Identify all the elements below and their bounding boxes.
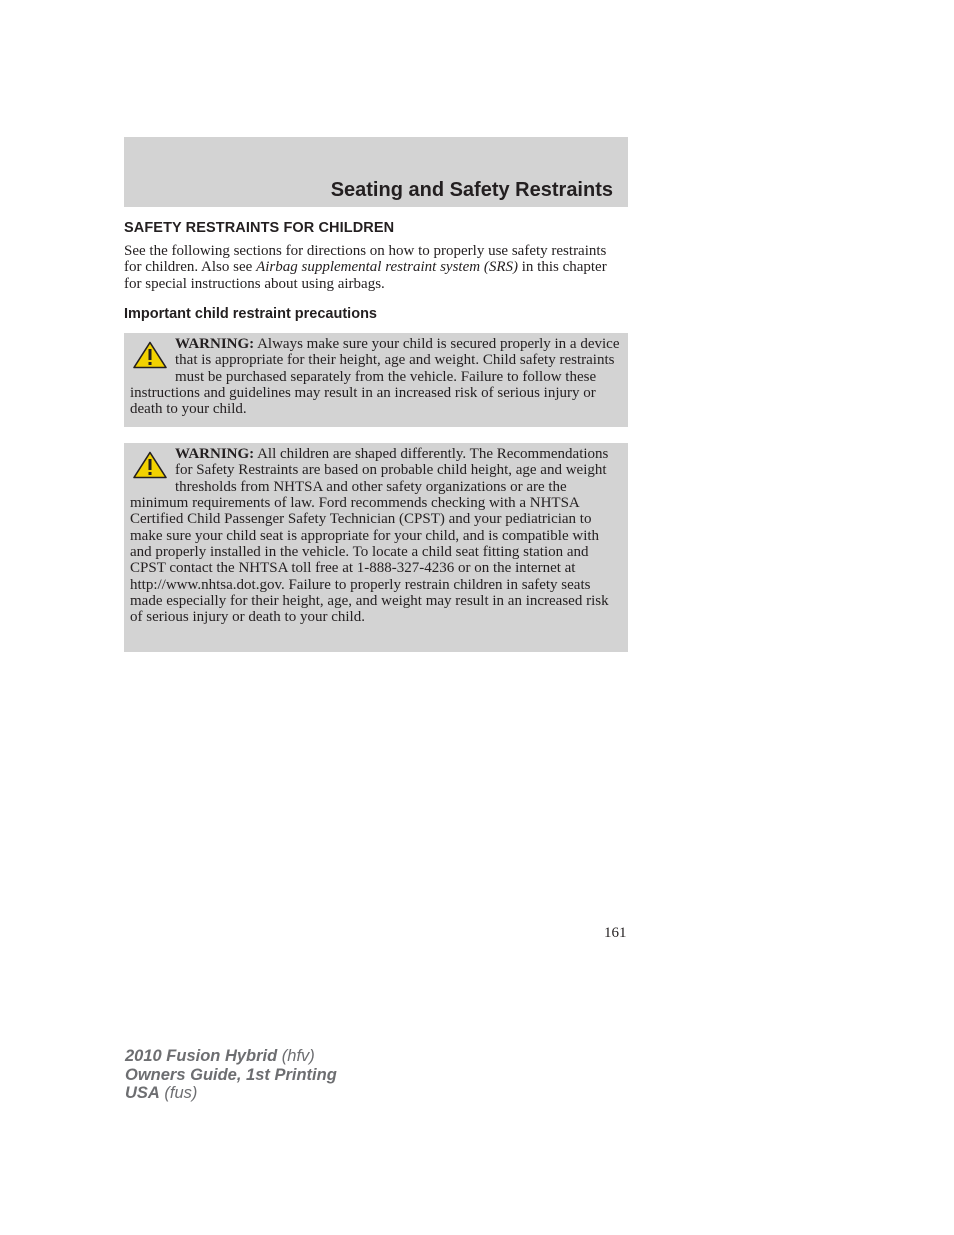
warning-triangle-icon xyxy=(132,451,168,479)
warning-triangle-icon xyxy=(132,341,168,369)
warning-text-2 xyxy=(130,446,621,626)
warning-body-1: Always make sure your child is secured properly in a device that is appropriate for their height, age and weight. Child safety restraints must be purchased separately from the vehicle. Failure to follow these instructions and guidelines may result in an increased risk of serious injury or death to your child. xyxy=(130,336,620,418)
intro-paragraph xyxy=(124,243,624,292)
footer-guide: Owners Guide, 1st Printing xyxy=(125,1065,337,1084)
intro-text-start: See the following sections for directions on how to properly use safety restraints for children. Also see xyxy=(124,243,607,276)
footer-line-model xyxy=(125,1047,337,1066)
warning-box-2 xyxy=(124,443,628,652)
page-number: 161 xyxy=(604,925,627,941)
footer-model-code: (hfv) xyxy=(277,1047,315,1065)
footer-market-code: (fus) xyxy=(159,1084,198,1102)
warning-box-1 xyxy=(124,333,628,427)
document-footer xyxy=(125,1047,337,1103)
footer-market: USA xyxy=(125,1084,160,1102)
intro-cross-reference: Airbag supplemental restraint system (SRS) xyxy=(256,259,518,276)
section-heading: SAFETY RESTRAINTS FOR CHILDREN xyxy=(124,220,395,236)
subsection-heading: Important child restraint precautions xyxy=(124,306,377,322)
warning-label-1: WARNING: xyxy=(175,336,255,352)
footer-line-guide xyxy=(125,1066,337,1085)
footer-model: 2010 Fusion Hybrid xyxy=(125,1047,278,1065)
intro-text-end: in this chapter for special instructions about using airbags. xyxy=(124,259,607,292)
chapter-title: Seating and Safety Restraints xyxy=(330,179,613,201)
warning-label-2: WARNING: xyxy=(175,446,255,462)
warning-body-2: All children are shaped differently. The Recommendations for Safety Restraints are based on probable child height, age and weight thresholds from NHTSA and other safety organizations or are the minimum requirements of law. Ford recommends checking with a NHTSA Certified Child Passenger Safety Technician (CPST) and your pediatrician to make sure your child seat is appropriate for your child, and is compatible with and properly installed in the vehicle. To locate a child seat fitting station and CPST contact the NHTSA toll free at 1-888-327-4236 or on the internet at http://www.nhtsa.dot.gov. Failure to properly restrain children in safety seats made especially for their height, age, and weight may result in an increased risk of serious injury or death to your child. xyxy=(130,446,609,626)
chapter-header-band xyxy=(124,137,628,207)
footer-line-market xyxy=(125,1084,337,1103)
warning-text-1 xyxy=(130,336,621,418)
